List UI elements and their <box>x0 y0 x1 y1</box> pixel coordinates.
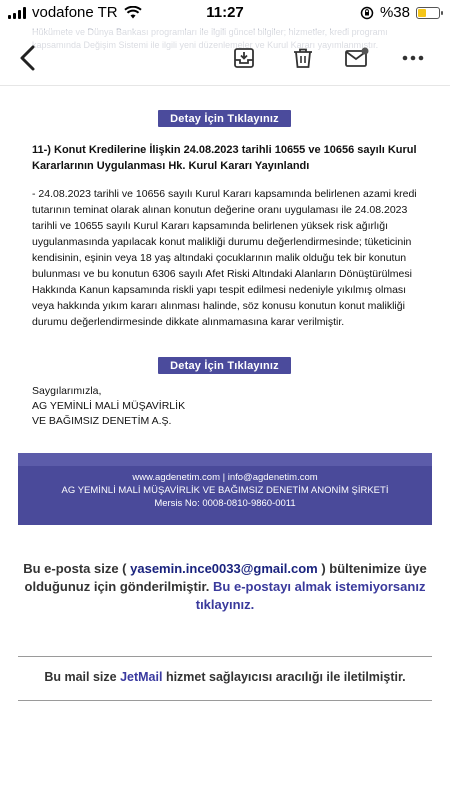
signoff-company-line-1: AG YEMİNLİ MALİ MÜŞAVİRLİK <box>32 400 186 412</box>
footer-company: AG YEMİNLİ MALİ MÜŞAVİRLİK VE BAĞIMSIZ DENETİM ANONİM ŞİRKETİ <box>61 485 389 496</box>
detail-link-button[interactable]: Detay İçin Tıklayınız <box>158 110 291 127</box>
trash-icon <box>291 46 315 70</box>
news-title: 11-) Konut Kredilerine İlişkin 24.08.2023 tarihli 10655 ve 10656 sayılı Kurul Kararlarının Uygulanması Hk. Kurul Kararı Yayınlandı <box>32 144 417 172</box>
status-bar <box>0 0 450 26</box>
more-button[interactable] <box>397 42 429 74</box>
divider <box>18 656 432 657</box>
chevron-left-icon <box>18 44 38 72</box>
footer-band <box>18 453 432 525</box>
jetmail-notice <box>18 670 432 684</box>
orientation-lock-icon <box>360 6 374 20</box>
footer-top-strip <box>18 453 432 466</box>
news-body: - 24.08.2023 tarihli ve 10656 sayılı Kurul Kararı kapsamında belirlenen azami kredi tutarının teminat olarak alınan konutun değerine oranı uygulaması ile 24.08.2023 tarihli ve 10655 sayılı Kurul Kararı kapsamında belirlenen yüksek risk ağırlığı uygulanmasında yapılacak konut malikliği durumu değerlendirmesinde; tüketicinin kendisinin, eşinin veya 18 yaş altındaki çocuklarının malik olduğu tek bir konutun bulunması ve bu konutun 6306 sayılı Afet Riski Altındaki Alanların Dönüştürülmesi Hakkında Kanun kapsamında riskli yapı tespit edilmesi nedeniyle yıkılmış olması veya hakkında yıkım kararı alınması halinde, söz konusu konutun konut malikliği durumu değerlendirmesinde dikkate alınmamasına karar verilmiştir. <box>32 188 417 328</box>
footer-mersis: Mersis No: 0008-0810-9860-0011 <box>154 498 296 509</box>
mail-toolbar <box>0 30 450 86</box>
footer-contact[interactable]: www.agdenetim.com | info@agdenetim.com <box>132 472 318 483</box>
jetmail-prefix: Bu mail size <box>44 670 121 684</box>
signoff <box>32 384 185 429</box>
status-right <box>360 4 440 21</box>
detail-link-button-2[interactable]: Detay İçin Tıklayınız <box>158 357 291 374</box>
back-button[interactable] <box>12 42 44 74</box>
subscriber-email: yasemin.ince0033@gmail.com <box>130 561 318 576</box>
mail-icon <box>344 46 370 70</box>
trash-button[interactable] <box>287 42 319 74</box>
jetmail-suffix: hizmet sağlayıcısı aracılığı ile iletilmiştir. <box>162 670 406 684</box>
battery-percent: %38 <box>379 4 410 21</box>
more-dots-icon <box>401 54 425 62</box>
mail-button[interactable] <box>341 42 373 74</box>
subscription-prefix: Bu e-posta size ( <box>23 561 131 576</box>
subscription-middle: ) bültenimize üye olduğunuz için gönderilmiştir. <box>24 561 427 594</box>
signoff-greeting: Saygılarımızla, <box>32 385 102 397</box>
battery-icon <box>416 7 440 19</box>
unsubscribe-link[interactable]: Bu e-postayı almak istemiyorsanız tıklayınız. <box>195 579 426 612</box>
subscription-notice <box>18 560 432 614</box>
archive-box-icon <box>232 46 256 70</box>
status-time: 11:27 <box>206 4 244 21</box>
divider <box>18 700 432 701</box>
archive-button[interactable] <box>228 42 260 74</box>
battery-level <box>418 9 426 17</box>
jetmail-link[interactable]: JetMail <box>120 670 163 684</box>
carrier-label: vodafone TR <box>32 4 118 21</box>
signoff-company-line-2: VE BAĞIMSIZ DENETİM A.Ş. <box>32 415 172 427</box>
